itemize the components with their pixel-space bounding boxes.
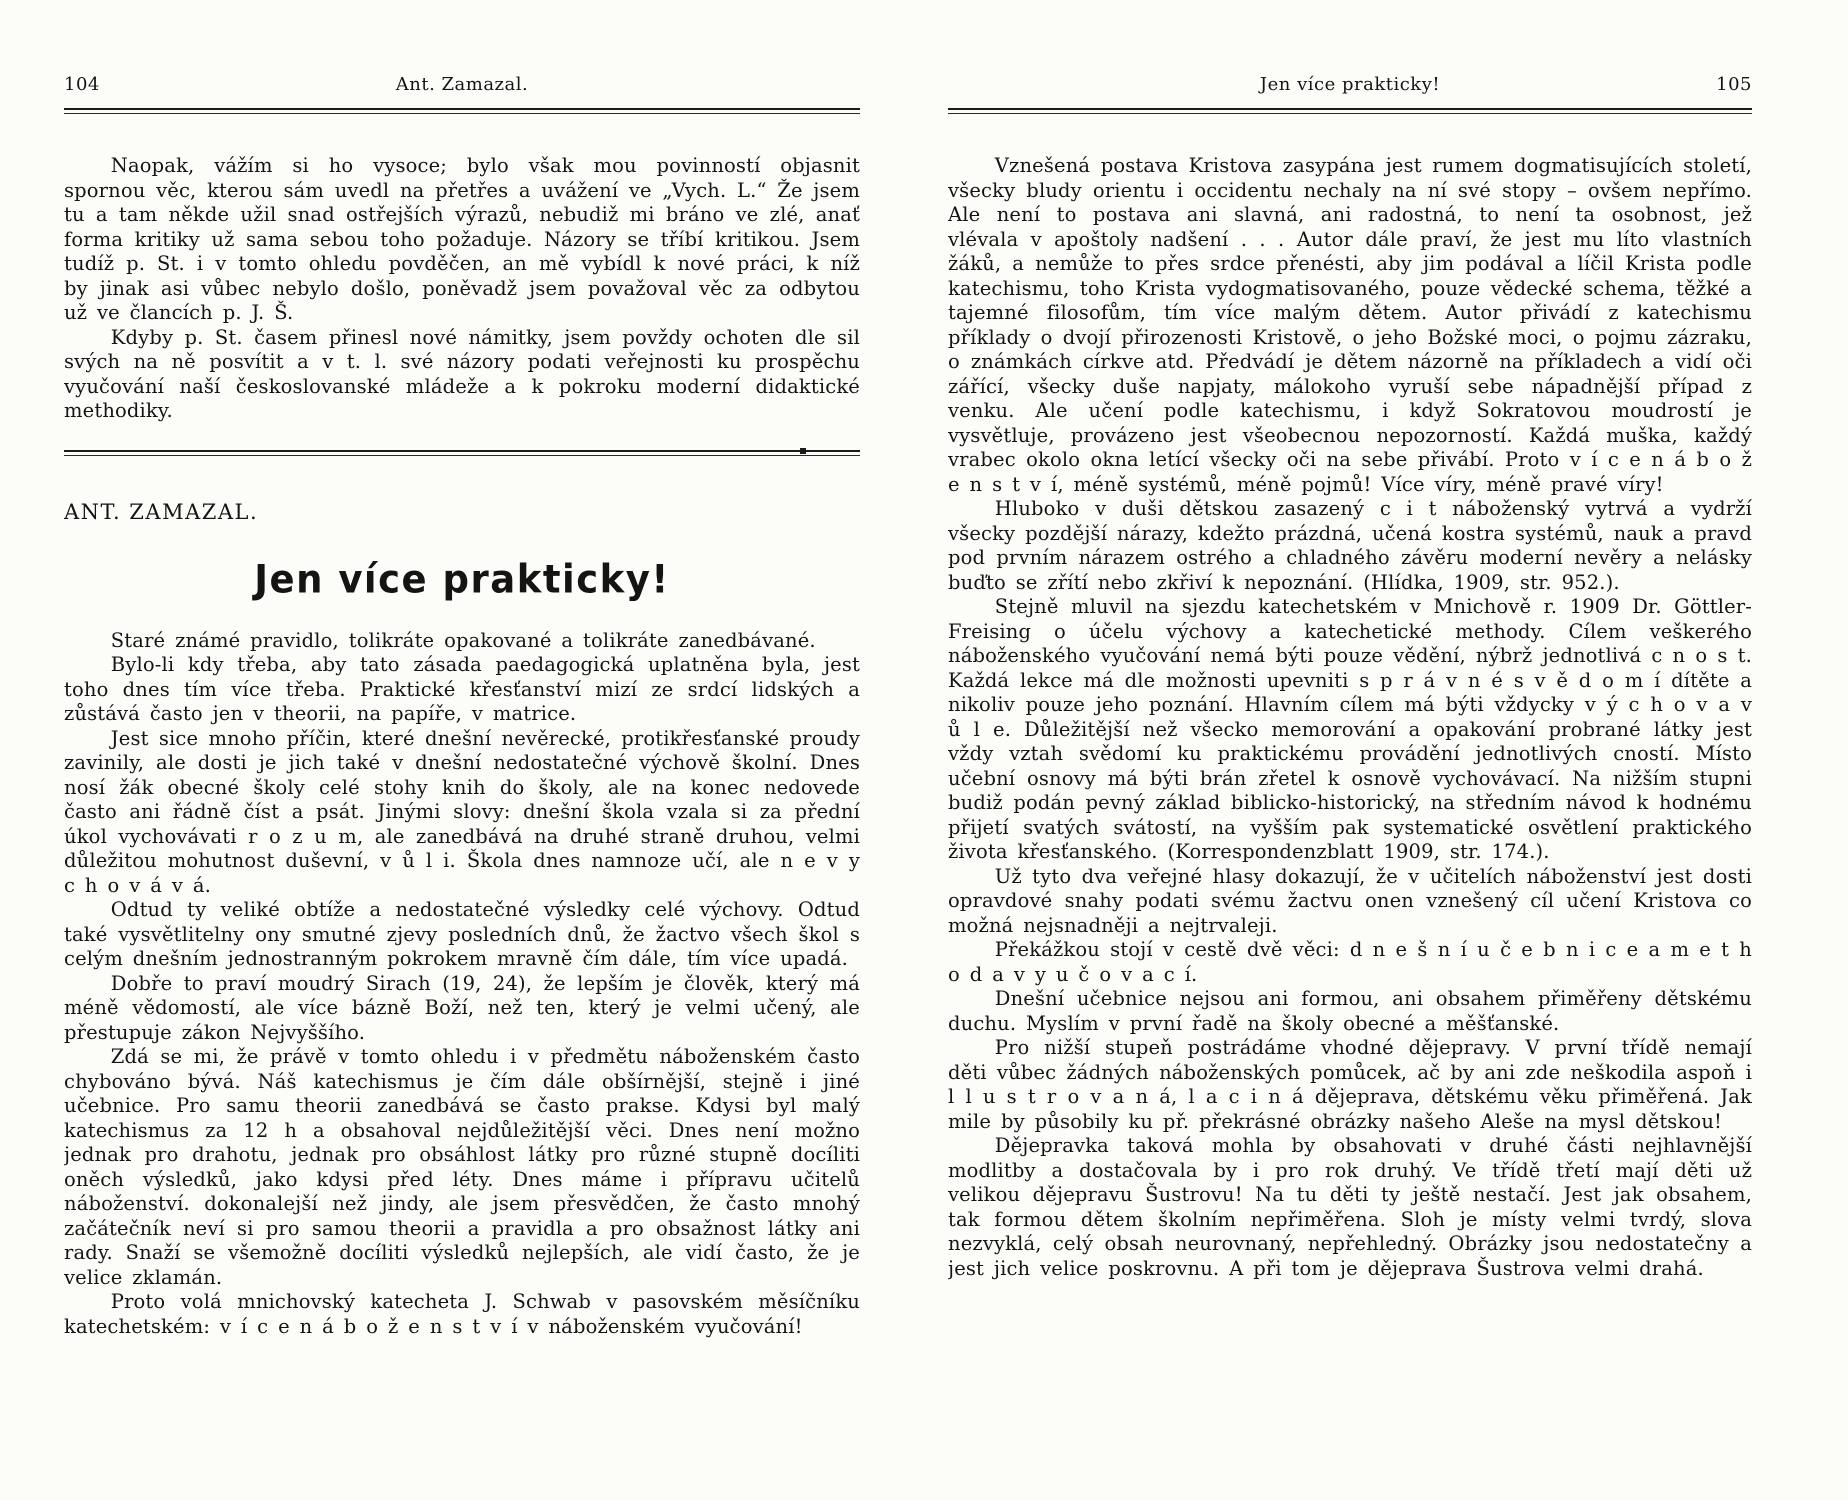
left-page-text [64,154,860,1339]
paragraph: Překážkou stojí v cestě dvě věci: d n e š n í u č e b n i c e a m e t h o d a v y u č o v a c í. [948,938,1752,986]
paragraph: Stejně mluvil na sjezdu katechetském v Mnichově r. 1909 Dr. Göttler-Freising o účelu výchovy a katechetické methody. Cílem veškerého náboženského vyučování nemá býti pouze vědění, nýbrž jednotlivá c n o s t. Každá lekce má dle možnosti upevniti s p r á v n é s v ě d o m í dítěte a nikoliv pouze jeho poznání. Hlavním cílem má býti vždycky v ý c h o v a v ů l e. Důležitější než všecko memorování a opakování probrané látky jest vždy vztah svědomí ku praktickému provádění jednotlivých cností. Místo učební osnovy má býti brán zřetel k osnově vychovávací. Na nižším stupni budiž podán pevný základ biblicko-historický, na středním návod k hodnému přijetí svatých svátostí, na vyšším pak systematické osvětlení praktického života křesťanského. (Korrespondenzblatt 1909, str. 174.). [948,595,1752,863]
paragraph: Pro nižší stupeň postrádáme vhodné dějepravy. V první třídě nemají děti vůbec žádných náboženských pomůcek, ač by ani zde neškodila aspoň i l l u s t r o v a n á, l a c i n á dějeprava, dětskému věku přiměřená. Jak mile by působily ku př. překrásné obrázky našeho Aleše na mysl dětskou! [948,1036,1752,1133]
running-header-right: Jen více prakticky! [1259,74,1441,95]
article-title: Jen více prakticky! [254,556,670,602]
paragraph: Bylo-li kdy třeba, aby tato zásada paedagogická uplatněna byla, jest toho dnes tím více třeba. Praktické křesťanství mizí ze srdcí lidských a zůstává často jen v theorii, na papíře, v matrice. [64,653,860,725]
paragraph: Proto volá mnichovský katecheta J. Schwab v pasovském měsíčníku katechetském: v í c e n á b o ž e n s t v í v náboženském vyučování! [64,1290,860,1338]
header-rule-left [64,108,860,114]
paragraph: Odtud ty veliké obtíže a nedostatečné výsledky celé výchovy. Odtud také vysvětlitelny ony smutné zjevy posledních dnů, že žactvo všech škol s celým dnešním jednostranným pokrokem mravně čím dále, tím více upadá. [64,898,860,970]
right-page-text [948,154,1752,1281]
paragraph: Dobře to praví moudrý Sirach (19, 24), že lepším je člověk, který má méně vědomostí, ale více bázně Boží, než ten, který je velmi učený, ale přestupuje zákon Nejvyššího. [64,971,860,1044]
paragraph: Naopak, vážím si ho vysoce; bylo však mou povinností objasnit spornou věc, kterou sám uvedl na přetřes a uvážení ve „Vych. L.“ Že jsem tu a tam někde užil snad ostřejších výrazů, nebudiž mi bráno ve zlé, anať forma kritiky už sama sebou toho požaduje. Názory se tříbí kritikou. Jsem tudíž p. St. i v tomto ohledu povděčen, an mě vybídl k nové práci, k níž by jinak asi vůbec nebylo došlo, poněvadž jsem považoval věc za odbytou už ve člancích p. J. Š. [64,154,860,324]
paragraph: Vznešená postava Kristova zasypána jest rumem dogmatisujících století, všecky bludy orientu i occidentu nechaly na ní své stopy – ovšem nepřímo. Ale není to postava ani slavná, ani radostná, to není ta osobnost, jež vlévala v apoštoly nadšení . . . Autor dále praví, že jest mu líto vlastních žáků, a nemůže to přes srdce přenésti, aby jim podával a líčil Krista podle katechismu, toho Krista vydogmatisovaného, pouze vědecké schema, těžké a tajemné filosofům, tím více malým dětem. Autor přivádí z katechismu příklady o dvojí přirozenosti Kristově, o jeho Božské moci, o pojmu zázraku, o známkách církve atd. Předvádí je dětem názorně na příkladech a vidí oči zářící, všecky duše napjaty, málokoho vyruší sebe nápadnější případ z venku. Ale učení podle katechismu, i když Sokratovou moudrostí je vysvětluje, provázeno jest všeobecnou nepozorností. Každá muška, každý vrabec okolo okna letící všecky oči na sebe přivábí. Proto v í c e n á b o ž e n s t v í, méně systémů, méně pojmů! Více víry, méně pravé víry! [948,154,1752,496]
page-number-right: 105 [1716,74,1752,95]
paragraph: Už tyto dva veřejné hlasy dokazují, že v učitelích náboženství jest dosti opravdové snahy podati svému žactvu onen vznešený cíl učení Kristova co možná nejsnadněji a nejtrvaleji. [948,864,1752,937]
page-number-left: 104 [64,74,100,95]
author-byline: ANT. ZAMAZAL. [64,499,259,524]
article-separator-rule [64,450,860,456]
running-header-left: Ant. Zamazal. [395,74,529,95]
paragraph: Kdyby p. St. časem přinesl nové námitky, jsem povždy ochoten dle sil svých na ně posvítit a v t. l. své názory podati veřejnosti ku prospěchu vyučování naší českoslovanské mládeže a k pokroku moderní didaktické methodiky. [64,325,860,422]
paragraph: Jest sice mnoho příčin, které dnešní nevěrecké, protikřesťanské proudy zavinily, ale dosti je jich také v dnešní nedostatečné výchově školní. Dnes nosí žák obecné školy celé stohy knih do školy, ale na konec nedovede často ani řádně číst a psát. Jinými slovy: dnešní škola vzala si za přední úkol vychovávati r o z u m, ale zanedbává na druhé straně druhou, velmi důležitou mohutnost duševní, v ů l i. Škola dnes namnoze učí, ale n e v y c h o v á v á. [64,726,860,897]
page-104 [64,0,860,1500]
page-header-right [948,74,1752,100]
paragraph: Dnešní učebnice nejsou ani formou, ani obsahem přiměřeny dětskému duchu. Myslím v první řadě na školy obecné a měšťanské. [948,987,1752,1035]
separator-mark [800,448,806,454]
paragraph: Staré známé pravidlo, tolikráte opakované a tolikráte zanedbávané. [110,628,816,652]
paragraph: Hluboko v duši dětskou zasazený c i t náboženský vytrvá a vydrží všecky pozdější nárazy, kdežto prázdná, učená kostra systémů, nauk a pravd pod prvním nárazem ostrého a chladného závěru moderní nevěry a nelásky buďto se zřítí nebo zkřiví k nepoznání. (Hlídka, 1909, str. 952.). [948,497,1752,594]
page-105 [948,0,1752,1500]
header-rule-right [948,108,1752,114]
paragraph: Dějepravka taková mohla by obsahovati v druhé části nejhlavnější modlitby a dostačovala by i pro rok druhý. Ve třídě třetí mají děti už velikou dějepravu Šustrovu! Na tu děti ty ještě nestačí. Jest jak obsahem, tak formou dětem školním nepřiměřena. Sloh je místy velmi tvrdý, slova nezvyklá, celý obsah neurovnaný, nepřehledný. Obrázky jsou nedostatečny a jest jich velice poskrovnu. A při tom je dějeprava Šustrova velmi drahá. [948,1134,1752,1280]
paragraph: Zdá se mi, že právě v tomto ohledu i v předmětu náboženském často chybováno bývá. Náš katechismus je čím dále obšírnější, stejně i jiné učebnice. Pro samu theorii zanedbává se často prakse. Kdysi byl malý katechismus za 12 h a obsahoval nejdůležitější věci. Dnes není možno jednak pro drahotu, jednak pro obsáhlost látky pro různé stupně docíliti oněch výsledků, jako kdysi před léty. Dnes máme i přípravu učitelů náboženství. dokonalejší než jindy, ale jsem přesvědčen, že často mnohý začátečník neví si pro samou theorii a pravidla a pro obsažnost látky ani rady. Snaží se všemožně docíliti výsledků nejlepších, ale vidí často, že je velice zklamán. [64,1045,860,1289]
page-header-left [64,74,860,100]
